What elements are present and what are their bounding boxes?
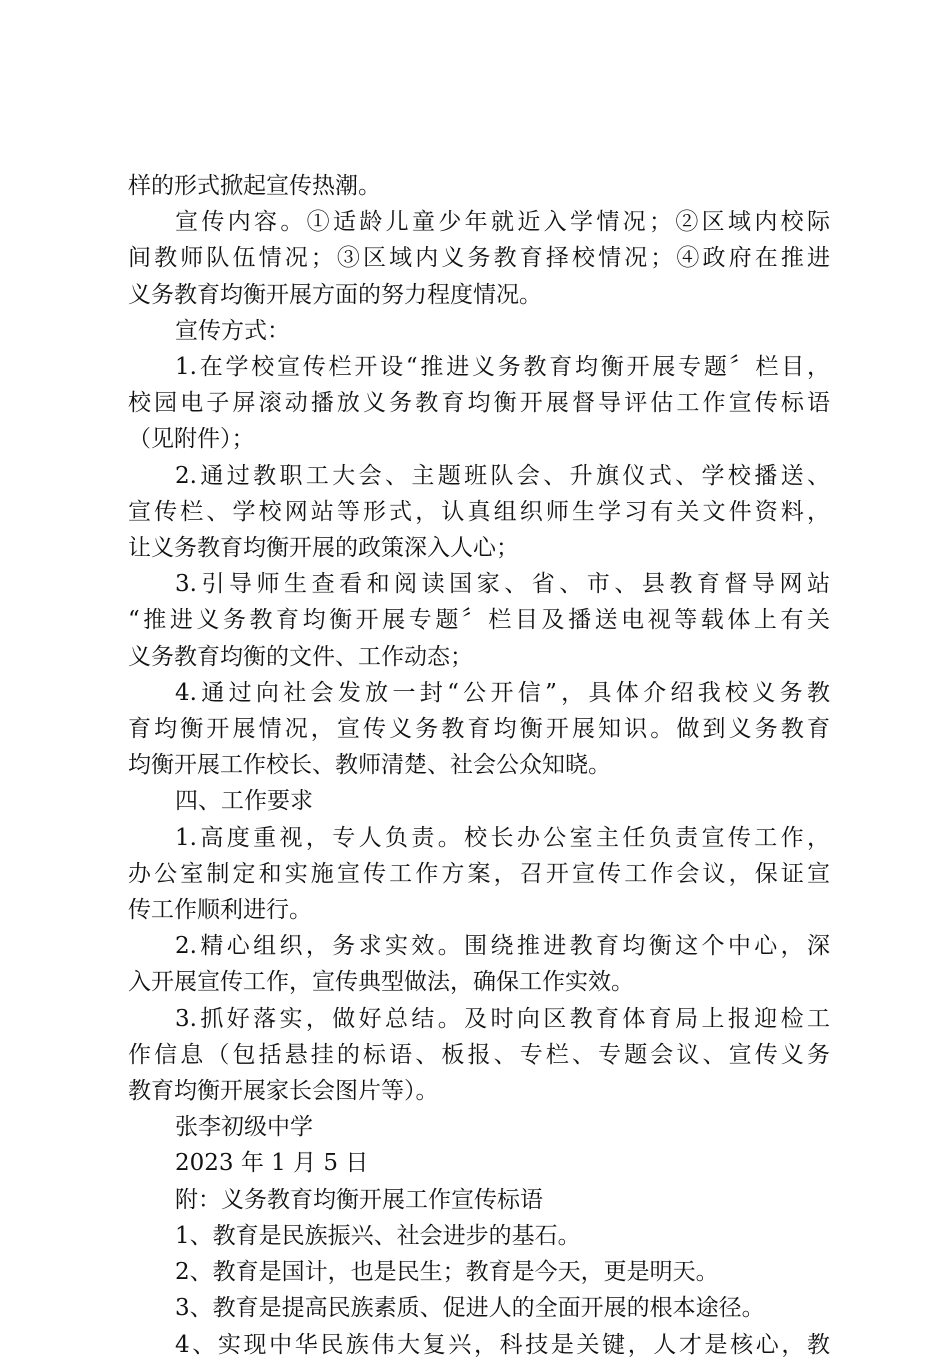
text-line: 2023 年 1 月 5 日	[175, 1150, 369, 1177]
text-line: 3、教育是提高民族素质、促进人的全面开展的根本途径。	[175, 1295, 765, 1322]
slogan-item	[128, 1327, 830, 1363]
text-line: 3.引导师生查看和阅读国家、省、市、县教育督导网站	[175, 571, 830, 598]
text-line: 1.在学校宣传栏开设“推进义务教育均衡开展专题〞栏目，	[175, 354, 830, 381]
text-line: 附：义务教育均衡开展工作宣传标语	[175, 1186, 543, 1213]
text-line: 校园电子屏滚动播放义务教育均衡开展督导评估工作宣传标语	[128, 390, 830, 417]
paragraph-method-4	[128, 675, 830, 784]
text-line: 3.抓好落实，做好总结。及时向区教育体育局上报迎检工	[175, 1005, 830, 1032]
text-line: 张李初级中学	[175, 1114, 313, 1141]
paragraph-method-2	[128, 458, 830, 567]
text-line: “推进义务教育均衡开展专题〞栏目及播送电视等载体上有关	[128, 607, 830, 634]
text-line: 2.通过教职工大会、主题班队会、升旗仪式、学校播送、	[175, 462, 830, 489]
slogan-item	[128, 1254, 830, 1290]
text-line: 2.精心组织，务求实效。围绕推进教育均衡这个中心，深	[175, 933, 830, 960]
slogan-item	[128, 1290, 830, 1326]
text-line: 1、教育是民族振兴、社会进步的基石。	[175, 1222, 581, 1249]
text-line: 入开展宣传工作，宣传典型做法，确保工作实效。	[128, 969, 634, 996]
appendix-title	[128, 1182, 830, 1218]
text-line: 样的形式掀起宣传热潮。	[128, 173, 381, 199]
text-line: 办公室制定和实施宣传工作方案，召开宣传工作会议，保证宣	[128, 860, 830, 887]
paragraph-method-3	[128, 566, 830, 675]
paragraph-method-1	[128, 349, 830, 458]
text-line: 义务教育均衡的文件、工作动态；	[128, 643, 473, 670]
paragraph-requirement-3	[128, 1001, 830, 1110]
text-line: 间教师队伍情况；③区域内义务教育择校情况；④政府在推进	[128, 245, 830, 272]
text-line: 2、教育是国计，也是民生；教育是今天，更是明天。	[175, 1259, 719, 1286]
text-line: 宣传栏、学校网站等形式，认真组织师生学习有关文件资料，	[128, 498, 830, 525]
text-line: 四、工作要求	[175, 788, 313, 815]
text-line: 传工作顺利进行。	[128, 897, 312, 924]
text-line: 让义务教育均衡开展的政策深入人心；	[128, 535, 519, 562]
text-line: 均衡开展工作校长、教师清楚、社会公众知晓。	[128, 752, 611, 779]
text-line: 4.通过向社会发放一封“公开信”，具体介绍我校义务教	[175, 679, 830, 706]
text-line: 作信息（包括悬挂的标语、板报、专栏、专题会议、宣传义务	[128, 1041, 830, 1068]
paragraph-publicity-methods-heading	[128, 313, 830, 349]
text-line: 宣传方式：	[175, 317, 290, 344]
text-line: 4、实现中华民族伟大复兴，科技是关键，人才是核心，教	[175, 1331, 830, 1358]
paragraph-requirement-2	[128, 928, 830, 1000]
text-line: 教育均衡开展家长会图片等）。	[128, 1078, 439, 1105]
text-line: 宣传内容。①适龄儿童少年就近入学情况；②区域内校际	[175, 209, 830, 236]
paragraph-continuation	[128, 168, 830, 204]
text-line: 义务教育均衡开展方面的努力程度情况。	[128, 281, 542, 308]
slogan-item	[128, 1218, 830, 1254]
text-line: 育均衡开展情况，宣传义务教育均衡开展知识。做到义务教育	[128, 716, 830, 743]
text-line: 1.高度重视，专人负责。校长办公室主任负责宣传工作，	[175, 824, 830, 851]
signature-school-name	[128, 1109, 830, 1145]
text-line: （见附件）；	[128, 426, 255, 453]
signature-date	[128, 1145, 830, 1181]
section-heading-requirements	[128, 783, 830, 819]
paragraph-publicity-content	[128, 204, 830, 313]
paragraph-requirement-1	[128, 820, 830, 929]
document-page	[128, 168, 830, 1363]
